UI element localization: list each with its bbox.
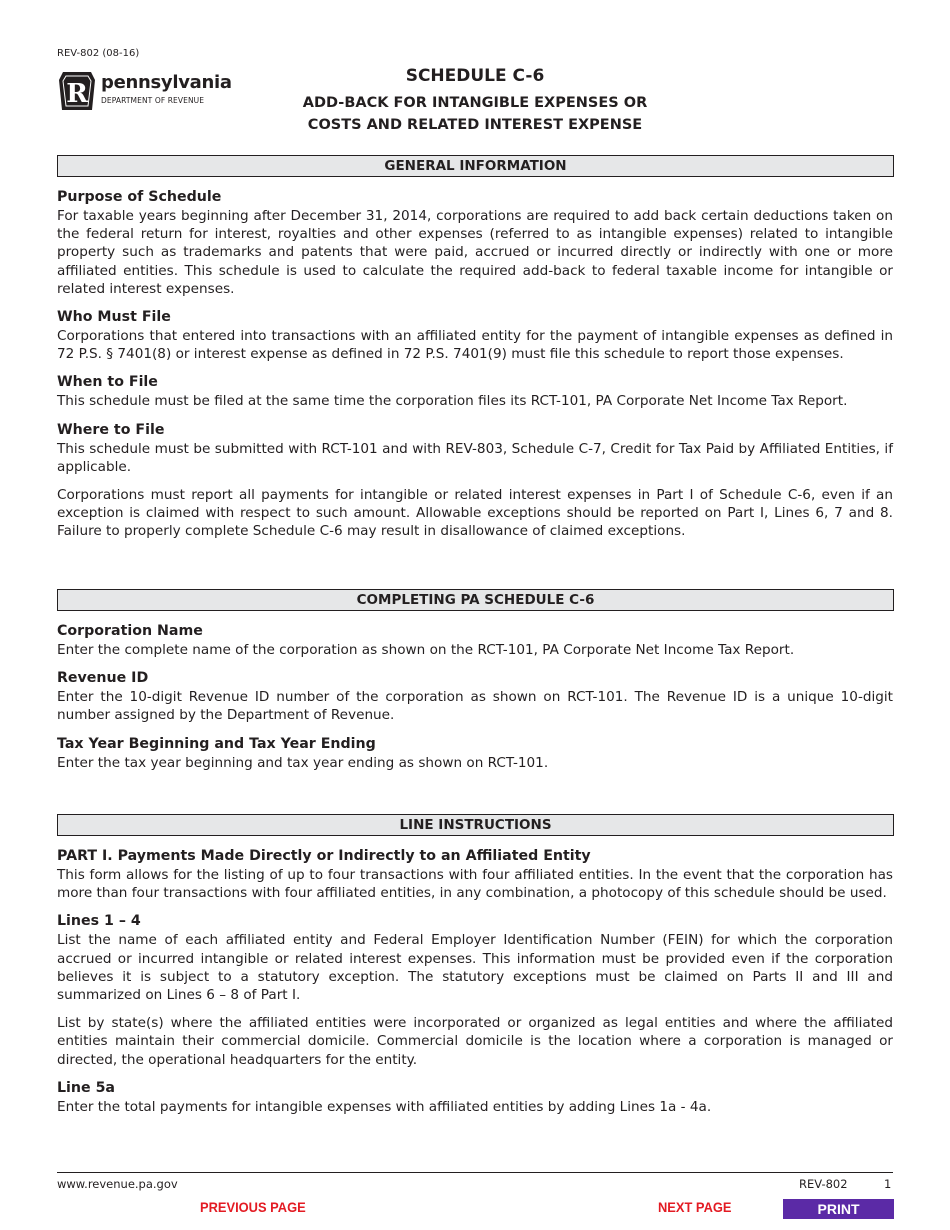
print-button[interactable]: PRINT [783, 1199, 894, 1219]
footer-divider [57, 1172, 893, 1173]
completing-content [57, 622, 893, 772]
page-subtitle-line1: ADD-BACK FOR INTANGIBLE EXPENSES OR [302, 95, 648, 111]
who-must-file-heading: Who Must File [57, 309, 171, 326]
reporting-requirements-text: Corporations must report all payments for intangible or related interest expenses in Part I of Schedule C-6, even if an exception is claimed with respect to such amount. Allowable exceptions should be reported on Part I, Lines 6, 7 and 8. Failure to properly complete Schedule C-6 may result in disallowance of claimed exceptions. [57, 487, 893, 540]
tax-year-heading: Tax Year Beginning and Tax Year Ending [57, 735, 376, 752]
lines-1-4-text: List the name of each affiliated entity and Federal Employer Identification Number (FEIN) for which the corporation accrued or incurred intangible or related interest expenses. This information must be provided even if the corporation believes it is subject to a statutory exception. The statutory exceptions must be claimed on Parts II and III and summarized on Lines 6 – 8 of Part I. [57, 932, 893, 1004]
line-5a-text: Enter the total payments for intangible expenses with affiliated entities by adding Lines 1a - 4a. [57, 1098, 712, 1115]
when-to-file-text: This schedule must be filed at the same time the corporation files its RCT-101, PA Corporate Net Income Tax Report. [57, 393, 848, 410]
footer-page-number: 1 [884, 1177, 892, 1191]
where-to-file-text: This schedule must be submitted with RCT-101 and with REV-803, Schedule C-7, Credit for Tax Paid by Affiliated Entities, if applicable. [57, 440, 893, 475]
line-5a-heading: Line 5a [57, 1079, 116, 1096]
logo-letter: R [66, 79, 88, 109]
corporation-name-heading: Corporation Name [57, 623, 203, 639]
footer-website: www.revenue.pa.gov [57, 1177, 178, 1191]
part1-text: This form allows for the listing of up to four transactions with four affiliated entities. In the event that the corporation has more than four transactions with four affiliated entities, in any combination, a photocopy of this schedule should be used. [57, 867, 893, 902]
when-to-file-heading: When to File [57, 374, 158, 391]
corporation-name-text: Enter the complete name of the corporation as shown on the RCT-101, PA Corporate Net Income Tax Report. [57, 642, 795, 658]
purpose-text: For taxable years beginning after December 31, 2014, corporations are required to add back certain deductions taken on the federal return for interest, royalties and other expenses (referred to as intangible expenses) related to intangible property such as trademarks and patents that were paid, accrued or incurred directly or indirectly with one or more affiliated entities. This schedule is used to calculate the required add-back to federal taxable income for intangible or related interest expenses. [57, 208, 893, 297]
page-title: SCHEDULE C-6 [405, 66, 545, 86]
line-instructions-content [57, 847, 893, 1116]
tax-year-text: Enter the tax year beginning and tax year ending as shown on RCT-101. [57, 754, 549, 771]
where-to-file-heading: Where to File [57, 421, 165, 438]
section-completing-schedule: COMPLETING PA SCHEDULE C-6 [57, 589, 894, 611]
part1-heading: PART I. Payments Made Directly or Indirectly to an Affiliated Entity [57, 848, 591, 864]
revenue-id-heading: Revenue ID [57, 670, 149, 687]
next-page-link[interactable]: NEXT PAGE [658, 1199, 732, 1215]
lines-1-4-state-text: List by state(s) where the affiliated entities were incorporated or organized as legal entities and where the affiliated entities maintain their commercial domicile. Commercial domicile is the location where a corporation is managed or directed, the operational headquarters for the entity. [57, 1015, 893, 1068]
form-number: REV-802 (08-16) [57, 48, 140, 59]
page-subtitle-line2: COSTS AND RELATED INTEREST EXPENSE [307, 117, 643, 133]
lines-1-4-heading: Lines 1 – 4 [57, 913, 141, 930]
section-general-information: GENERAL INFORMATION [57, 155, 894, 177]
footer-form-number: REV-802 [799, 1177, 848, 1191]
general-information-content [57, 188, 893, 541]
logo-department: DEPARTMENT OF REVENUE [101, 96, 205, 105]
previous-page-link[interactable]: PREVIOUS PAGE [200, 1199, 306, 1215]
who-must-file-text: Corporations that entered into transactions with an affiliated entity for the payment of intangible expenses as defined in 72 P.S. § 7401(8) or interest expense as defined in 72 P.S. 7401(9) must file this schedule to report those expenses. [57, 328, 893, 363]
purpose-heading: Purpose of Schedule [57, 189, 222, 205]
logo-name: pennsylvania [101, 72, 232, 93]
revenue-id-text: Enter the 10-digit Revenue ID number of the corporation as shown on RCT-101. The Revenue ID is a unique 10-digit number assigned by the Department of Revenue. [57, 689, 893, 724]
section-line-instructions: LINE INSTRUCTIONS [57, 814, 894, 836]
